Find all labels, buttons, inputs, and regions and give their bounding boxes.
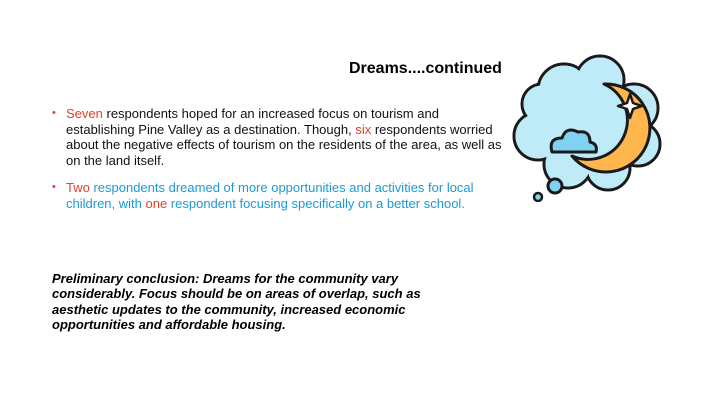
- count-seven: Seven: [66, 106, 103, 121]
- bullet-item-tourism: [52, 106, 502, 168]
- better-school-text: respondent focusing specifically on a better school.: [167, 195, 465, 211]
- bullet-dot-icon: •: [52, 181, 56, 194]
- slide-title: Dreams....continued: [349, 60, 502, 77]
- bullet-text-tourism: [66, 106, 502, 168]
- dream-thought-bubble-icon: [512, 52, 662, 202]
- bullet-list: [52, 106, 502, 212]
- count-six: six: [355, 121, 372, 137]
- tourism-hopes-text: respondents hoped for an increased focus on tourism and establishing Pine Valley as a destination. Though,: [66, 106, 439, 137]
- preliminary-conclusion: Preliminary conclusion: Dreams for the community vary considerably. Focus should be on areas of overlap, such as aesthetic updates to the community, increased economic opportunities and affordable housing.: [52, 271, 421, 332]
- bullet-text-children: [66, 180, 474, 211]
- thought-dot-small-icon: [534, 193, 542, 201]
- bullet-item-children: [52, 180, 502, 211]
- count-two: Two: [66, 180, 90, 196]
- count-one: one: [145, 195, 168, 211]
- children-opportunities-text: respondents dreamed of more opportunities and activities for local children, with: [66, 180, 474, 211]
- bullet-dot-icon: •: [52, 107, 56, 119]
- thought-dot-large-icon: [548, 179, 562, 193]
- dream-illustration-svg: [512, 52, 662, 202]
- tourism-worries-text: respondents worried about the negative effects of tourism on the residents of the area, as well as on the land itself.: [66, 121, 502, 168]
